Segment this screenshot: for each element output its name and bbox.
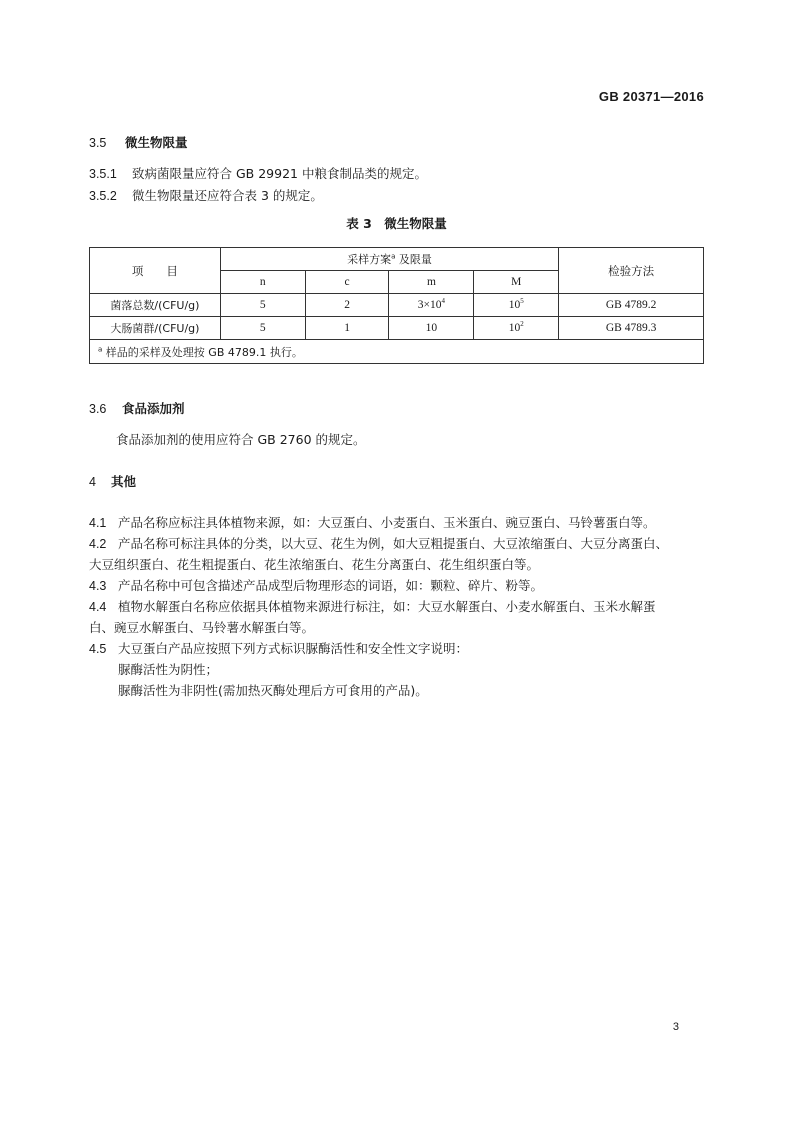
clause-text: 产品名称应标注具体植物来源，如：大豆蛋白、小麦蛋白、玉米蛋白、豌豆蛋白、马铃薯蛋白等。 [118, 515, 656, 530]
clause-text: 致病菌限量应符合 GB 29921 中粮食制品类的规定。 [132, 166, 427, 181]
clause-3-6-text: 食品添加剂的使用应符合 GB 2760 的规定。 [116, 432, 366, 447]
cell-item: 大肠菌群/(CFU/g) [90, 317, 221, 340]
section-3-5-heading [89, 133, 188, 151]
page-number: 3 [672, 1021, 679, 1033]
clause-number: 4.3 [89, 579, 107, 593]
cell-m: 10 [389, 317, 474, 340]
cell-c: 2 [305, 294, 389, 317]
header-m: m [389, 271, 474, 294]
cell-item: 菌落总数/(CFU/g) [90, 294, 221, 317]
cell-method: GB 4789.2 [559, 294, 704, 317]
cell-m: $3\times 10^4$ [389, 294, 474, 317]
cell-n: 5 [220, 317, 305, 340]
table-row [90, 294, 704, 317]
clause-number: 3.5.1 [89, 167, 117, 181]
clause-text: 大豆蛋白产品应按照下列方式标识脲酶活性和安全性文字说明： [118, 641, 469, 656]
clause-3-5-2 [89, 186, 323, 204]
header-M: M [474, 271, 559, 294]
table-row [90, 317, 704, 340]
section-title: 食品添加剂 [122, 401, 185, 416]
clause-4-5-line-non-negative: 脲酶活性为非阴性(需加热灭酶处理后方可食用的产品)。 [118, 683, 428, 698]
section-number: 3.5 [89, 136, 107, 150]
clause-text: 植物水解蛋白名称应依据具体植物来源进行标注，如：大豆水解蛋白、小麦水解蛋白、玉米水解蛋 [118, 599, 656, 614]
section-3-6-heading [89, 399, 185, 417]
header-c: c [305, 271, 389, 294]
clause-4-2 [89, 534, 668, 552]
clause-4-2-continued: 大豆组织蛋白、花生粗提蛋白、花生浓缩蛋白、花生分离蛋白、花生组织蛋白等。 [89, 557, 540, 572]
section-title: 微生物限量 [125, 135, 188, 150]
clause-3-5-1 [89, 164, 427, 182]
clause-text: 微生物限量还应符合表 3 的规定。 [132, 188, 323, 203]
cell-method: GB 4789.3 [559, 317, 704, 340]
table-caption: 表 3 微生物限量 [346, 216, 447, 231]
header-item: 项 目 [90, 248, 221, 294]
clause-number: 4.2 [89, 537, 107, 551]
standard-code: GB 20371—2016 [598, 89, 704, 104]
cell-M: $10^2$ [474, 317, 559, 340]
microbial-limits-table [89, 247, 704, 364]
clause-4-4 [89, 597, 656, 615]
section-number: 4 [89, 475, 96, 489]
clause-4-5-line-negative: 脲酶活性为阴性； [118, 662, 219, 677]
header-n: n [220, 271, 305, 294]
header-sampling-plan: 采样方案$^a$ 及限量 [220, 248, 558, 271]
clause-4-4-continued: 白、豌豆水解蛋白、马铃薯水解蛋白等。 [89, 620, 315, 635]
clause-4-3 [89, 576, 543, 594]
clause-text: 产品名称可标注具体的分类，以大豆、花生为例，如大豆粗提蛋白、大豆浓缩蛋白、大豆分离蛋白、 [118, 536, 669, 551]
clause-number: 3.5.2 [89, 189, 117, 203]
table-footnote: $^a$ 样品的采样及处理按 GB 4789.1 执行。 [90, 340, 704, 364]
clause-text: 产品名称中可包含描述产品成型后物理形态的词语，如：颗粒、碎片、粉等。 [118, 578, 544, 593]
clause-number: 4.5 [89, 642, 107, 656]
clause-4-1 [89, 513, 656, 531]
section-title: 其他 [111, 474, 137, 489]
section-4-heading [89, 472, 136, 490]
section-number: 3.6 [89, 402, 107, 416]
clause-number: 4.1 [89, 516, 107, 530]
clause-number: 4.4 [89, 600, 107, 614]
cell-n: 5 [220, 294, 305, 317]
cell-M: $10^5$ [474, 294, 559, 317]
clause-4-5 [89, 639, 468, 657]
header-test-method: 检验方法 [559, 248, 704, 294]
cell-c: 1 [305, 317, 389, 340]
